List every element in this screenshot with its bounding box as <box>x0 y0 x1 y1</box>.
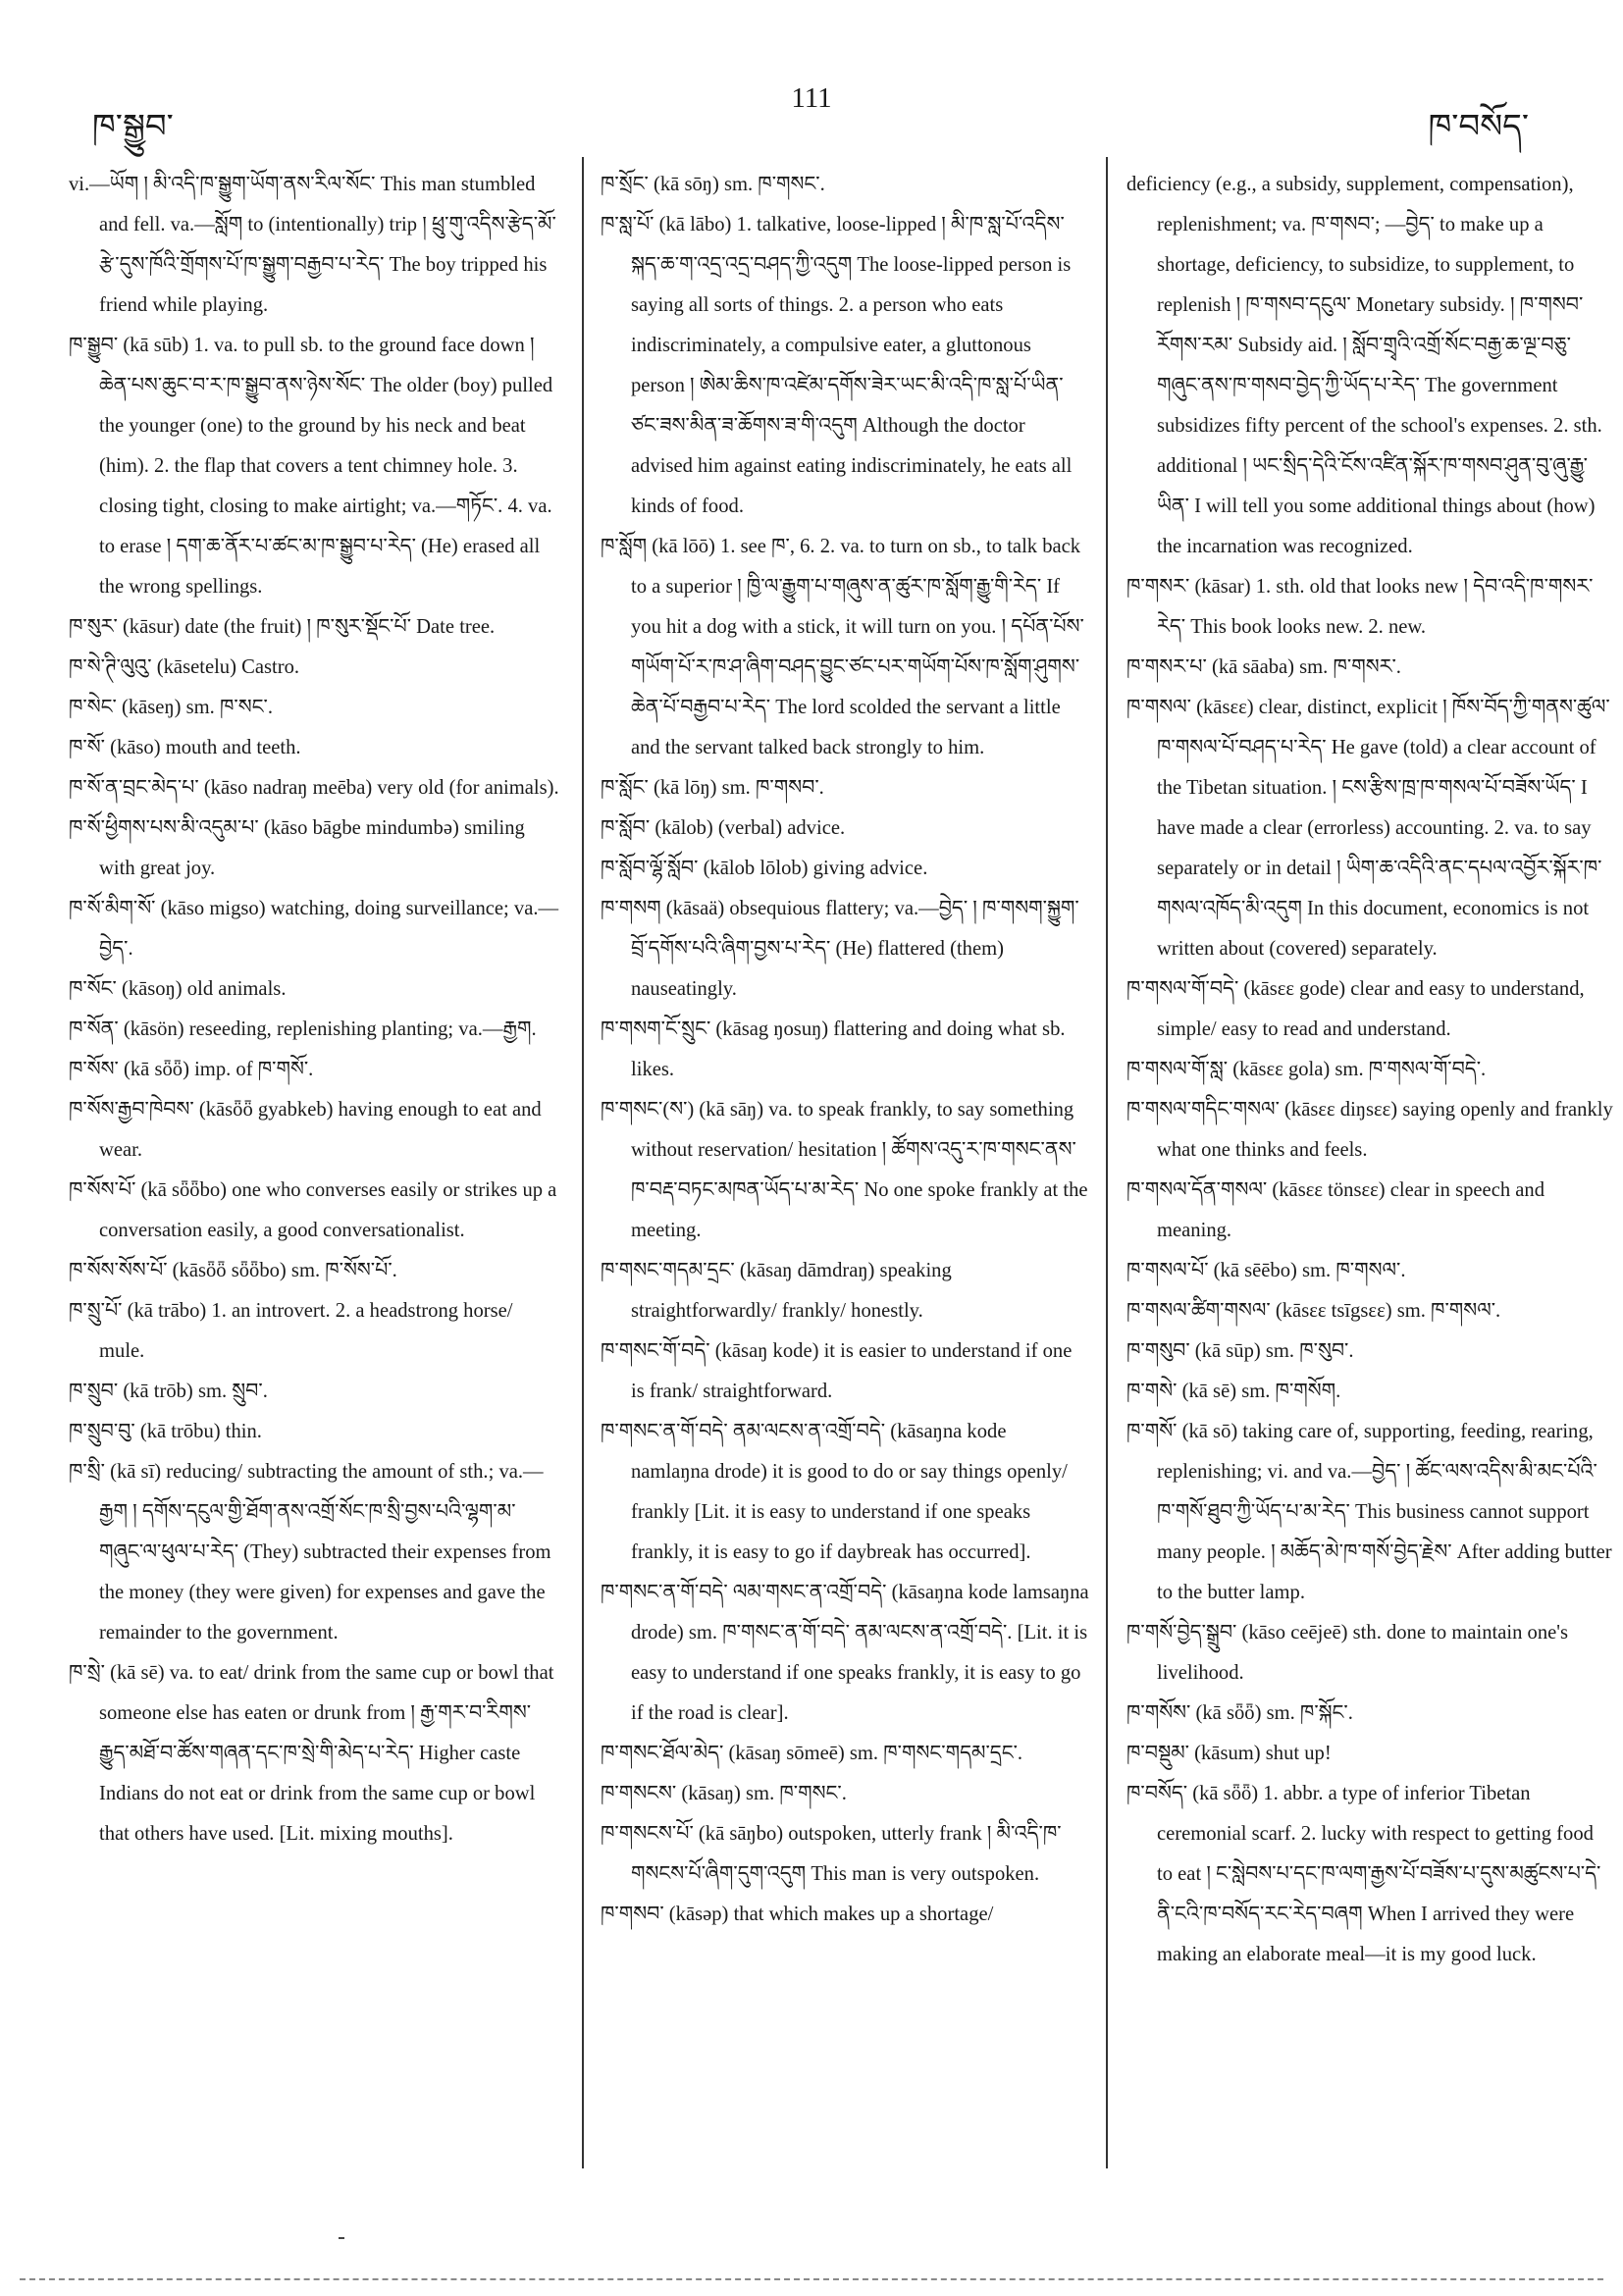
dictionary-entry: ཁ་སྲི་ (kā sī) reducing/ subtracting the amount of sth.; va.—རྒྱག ། དགོས་དངུལ་གྱི་ཐོག་ནས་འགྲོ་སོང་ཁ་སྲི་བྱས་པའི་ལྷག་མ་གཞུང་ལ་ཕུལ་པ་རེད་ (They) subtracted their expenses from the money (they were given) for expenses and gave the remainder to the government. <box>69 1461 551 1644</box>
dictionary-entry: ཁ་སློང་ (kā lōŋ) sm. ཁ་གསབ་. <box>601 777 824 799</box>
dictionary-entry: ཁ་གསལ་པོ་ (kā sēēbo) sm. ཁ་གསལ་. <box>1126 1260 1406 1281</box>
dictionary-entry: vi.—ཡོག ། མི་འདི་ཁ་སྒྱུག་ཡོག་ནས་རིལ་སོང་ This man stumbled and fell. va.—སློག to (intentionally) trip ། ཕྲུ་གུ་འདིས་རྩེད་མོ་རྩེ་དུས་ཁོའི་གྲོགས་པོ་ཁ་སྒྱུག་བརྒྱབ་པ་རེད་ The boy tripped his friend while playing. <box>69 174 556 316</box>
dictionary-entry: ཁ་སེང་ (kāseŋ) sm. ཁ་སང་. <box>69 697 273 718</box>
dictionary-entry: ཁ་སྲུབ་བུ་ (kā trōbu) thin. <box>69 1421 262 1442</box>
dictionary-entry: ཁ་གསར་ (kāsar) 1. sth. old that looks new ། དེབ་འདི་ཁ་གསར་རེད་ This book looks new. 2. new. <box>1126 576 1594 638</box>
dictionary-entry: ཁ་སུར་ (kāsur) date (the fruit) ། ཁ་སུར་སྡོང་པོ་ Date tree. <box>69 616 496 638</box>
dictionary-entry: ཁ་གསག་ངོ་སྲུང་ (kāsag ŋosuŋ) flattering and doing what sb. likes. <box>601 1018 1066 1080</box>
dictionary-entry: ཁ་གསོས་ (kā sȫȫ) sm. ཁ་སྐོང་. <box>1126 1702 1353 1724</box>
dictionary-entry: ཁ་གསང་གོ་བདེ་ (kāsaŋ kode) it is easier to understand if one is frank/ straightforward. <box>601 1340 1073 1402</box>
dictionary-entry: ཁ་གསལ་གདིང་གསལ་ (kāsεε diŋsεε) saying openly and frankly what one thinks and feels. <box>1126 1099 1613 1161</box>
dictionary-entry: ཁ་སོ་ཕྱིགས་པས་མི་འདུམ་པ་ (kāso bāgbe mindumbə) smiling with great joy. <box>69 817 525 879</box>
page-number: 111 <box>791 82 832 114</box>
dictionary-entry: ཁ་གསར་པ་ (kā sāaba) sm. ཁ་གསར་. <box>1126 656 1401 678</box>
column-divider <box>1106 157 1108 2168</box>
dictionary-entry: ཁ་སོས་རྒྱབ་ཁེབས་ (kāsȫȫ gyabkeb) having enough to eat and wear. <box>69 1099 542 1161</box>
dictionary-entry: ཁ་གསལ་ཚིག་གསལ་ (kāsεε tsīgsεε) sm. ཁ་གསལ་. <box>1126 1300 1501 1322</box>
dictionary-entry: ཁ་གསག (kāsaä) obsequious flattery; va.—བྱེད་ ། ཁ་གསག་སྐྱུག་བྲོ་དགོས་པའི་ཞིག་བྱས་པ་རེད་ (He) flattered (them) nauseatingly. <box>601 898 1079 1000</box>
dictionary-entry: ཁ་སྲོང་ (kā sōŋ) sm. ཁ་གསང་. <box>601 174 825 195</box>
page-mark <box>339 2237 344 2239</box>
dictionary-entry: ཁ་གསོ་བྱེད་སྒྲུབ་ (kāso ceējeē) sth. done to maintain one's livelihood. <box>1126 1622 1569 1684</box>
dictionary-entry: ཁ་སྲུབ་ (kā trōb) sm. སྲུབ་. <box>69 1381 268 1402</box>
dictionary-entry: ཁ་སོ་ (kāso) mouth and teeth. <box>69 737 301 758</box>
left-guide-word: ཁ་སྒྱུབ་ <box>92 109 174 145</box>
dictionary-entry: ཁ་བསྡུམ་ (kāsum) shut up! <box>1126 1743 1332 1764</box>
dictionary-entry: ཁ་གསངས་ (kāsaŋ) sm. ཁ་གསང་. <box>601 1783 847 1804</box>
right-guide-word: ཁ་བསོད་ <box>1428 109 1529 145</box>
dictionary-entry: ཁ་སློག (kā lōō) 1. see ཁ་, 6. 2. va. to turn on sb., to talk back to a superior ། ཁྱི་ལ་རྒྱུག་པ་གཞུས་ན་ཚུར་ཁ་སློག་རྒྱུ་གི་རེད་ If you hit a dog with a stick, it will turn on you. ། དཔོན་པོས་གཡོག་པོ་ར་ཁ་ཤ་ཞིག་བཤད་བྱུང་ཙང་པར་གཡོག་པོས་ཁ་སློག་ཤུགས་ཆེན་པོ་བརྒྱབ་པ་རེད་ The lord scolded the servant a little and the servant talked back strongly to him. <box>601 536 1084 758</box>
dictionary-entry: ཁ་གསལ་གོ་སླ་ (kāsεε gola) sm. ཁ་གསལ་གོ་བདེ་. <box>1126 1059 1487 1080</box>
dictionary-entry: ཁ་གསབ་ (kāsəp) that which makes up a shortage/ <box>601 1904 994 1925</box>
dictionary-entry: ཁ་སོས་པོ་ (kā sȫȫbo) one who converses easily or strikes up a conversation easily, a good conversationalist. <box>69 1179 557 1241</box>
dictionary-entry: ཁ་གསལ་དོན་གསལ་ (kāsεε tönsεε) clear in speech and meaning. <box>1126 1179 1545 1241</box>
column-divider <box>582 157 584 2168</box>
dictionary-entry: ཁ་གསང་ཐོལ་མེད་ (kāsaŋ sōmeē) sm. ཁ་གསང་གདམ་དྲང་. <box>601 1743 1023 1764</box>
dictionary-entry: ཁ་གསུབ་ (kā sūp) sm. ཁ་སུབ་. <box>1126 1340 1354 1362</box>
page-header <box>0 80 1623 145</box>
dictionary-entry: ཁ་གསེ་ (kā sē) sm. ཁ་གསོག. <box>1126 1381 1341 1402</box>
dictionary-entry: ཁ་གསངས་པོ་ (kā sāŋbo) outspoken, utterly frank ། མི་འདི་ཁ་གསངས་པོ་ཞིག་དུག་འདུག This man is very outspoken. <box>601 1823 1062 1885</box>
dictionary-entry: ཁ་སོ་མིག་སོ་ (kāso migso) watching, doing surveillance; va.—བྱེད་. <box>69 898 559 960</box>
dictionary-entry: ཁ་སླ་པོ་ (kā lābo) 1. talkative, loose-lipped ། མི་ཁ་སླ་པོ་འདིས་སྐད་ཆ་ག་འདྲ་འདྲ་བཤད་ཀྱི་འདུག The loose-lipped person is saying all sorts of things. 2. a person who eats indiscriminately, a compulsive eater, a gluttonous person ། ཨེམ་ཆིས་ཁ་འཛེམ་དགོས་ཟེར་ཡང་མི་འདི་ཁ་སླ་པོ་ཡིན་ཙང་ཟས་མིན་ཟ་ཆོགས་ཟ་གི་འདུག Although the doctor advised him against eating indiscriminately, he eats all kinds of food. <box>601 214 1073 517</box>
column-middle <box>601 165 1089 1935</box>
dictionary-entry: ཁ་སོང་ (kāsoŋ) old animals. <box>69 978 287 1000</box>
dictionary-entry: ཁ་སོས་ (kā sȫȫ) imp. of ཁ་གསོ་. <box>69 1059 314 1080</box>
dictionary-entry: ཁ་སོ་ན་བྲང་མེད་པ་ (kāso nadraŋ meēba) very old (for animals). <box>69 777 559 799</box>
bottom-scan-edge <box>20 2278 1603 2280</box>
dictionary-entry: ཁ་སྒྱུབ་ (kā sūb) 1. va. to pull sb. to the ground face down ། ཆེན་པས་ཆུང་བ་ར་ཁ་སྒྱུབ་ནས་ཉེས་སོང་ The older (boy) pulled the younger (one) to the ground by his neck and beat (him). 2. the flap that covers a tent chimney hole. 3. closing tight, closing to make airtight; va.—གཏོང་. 4. va. to erase ། དག་ཆ་ནོར་པ་ཚང་མ་ཁ་སྒྱུབ་པ་རེད་ (He) erased all the wrong spellings. <box>69 335 553 598</box>
dictionary-entry: ཁ་སེ་ཊི་ལུའུ་ (kāsetelu) Castro. <box>69 656 300 678</box>
dictionary-entry: ཁ་གསང་ན་གོ་བདེ་ ལམ་གསང་ན་འགྲོ་བདེ་ (kāsaŋna kode lamsaŋna drode) sm. ཁ་གསང་ན་གོ་བདེ་ ནམ་ལངས་ན་འགྲོ་བདེ་. [Lit. it is easy to understand if one speaks frankly, it is easy to go if the road is clear]. <box>601 1582 1089 1724</box>
dictionary-entry: ཁ་སྲུ་པོ་ (kā trābo) 1. an introvert. 2. a headstrong horse/ mule. <box>69 1300 513 1362</box>
dictionary-entry: ཁ་སློབ་ལྷོ་སློབ་ (kālob lōlob) giving advice. <box>601 858 928 879</box>
dictionary-entry: ཁ་གསལ་གོ་བདེ་ (kāsεε gode) clear and easy to understand, simple/ easy to read and understand. <box>1126 978 1585 1040</box>
dictionary-entry: ཁ་གསོ་ (kā sō) taking care of, supporting, feeding, rearing, replenishing; vi. and va.—བྱེད་ ། ཚོང་ལས་འདིས་མི་མང་པོའི་ཁ་གསོ་ཐུབ་ཀྱི་ཡོད་པ་མ་རེད་ This business cannot support many people. ། མཆོད་མེ་ཁ་གསོ་བྱེད་རྗེས་ After adding butter to the butter lamp. <box>1126 1421 1612 1603</box>
dictionary-entry: ཁ་བསོད་ (kā sȫȫ) 1. abbr. a type of inferior Tibetan ceremonial scarf. 2. lucky with respect to getting food to eat ། ང་སླེབས་པ་དང་ཁ་ལག་རྒྱས་པོ་བཟོས་པ་དུས་མཚུངས་པ་དེ་ནི་ངའི་ཁ་བསོད་རང་རེད་བཞག When I arrived they were making an elaborate meal—it is my good luck. <box>1126 1783 1601 1965</box>
dictionary-entry: ཁ་གསང་ན་གོ་བདེ་ ནམ་ལངས་ན་འགྲོ་བདེ་ (kāsaŋna kode namlaŋna drode) it is good to do or say things openly/ frankly [Lit. it is easy to understand if one speaks frankly, it is easy to go if daybreak has occurred]. <box>601 1421 1068 1563</box>
dictionary-entry: ཁ་གསལ་ (kāsεε) clear, distinct, explicit ། ཁོས་བོད་ཀྱི་གནས་ཚུལ་ཁ་གསལ་པོ་བཤད་པ་རེད་ He gave (told) a clear account of the Tibetan situation. ། ངས་རྩིས་ཁྲ་ཁ་གསལ་པོ་བཟོས་ཡོད་ I have made a clear (errorless) accounting. 2. va. to say separately or in detail ། ཡིག་ཆ་འདིའི་ནང་དཔལ་འབྱོར་སྐོར་ཁ་གསལ་འཁོད་མི་འདུག In this document, economics is not written about (covered) separately. <box>1126 697 1610 960</box>
dictionary-entry: ཁ་སོན་ (kāsön) reseeding, replenishing planting; va.—རྒྱག. <box>69 1018 537 1040</box>
dictionary-entry: ཁ་སྲེ་ (kā sē) va. to eat/ drink from the same cup or bowl that someone else has eaten or drunk from ། རྒྱ་གར་བ་རིགས་རྒྱུད་མཐོ་བ་ཚོས་གཞན་དང་ཁ་སྲེ་གི་མེད་པ་རེད་ Higher caste Indians do not eat or drink from the same cup or bowl that others have used. [Lit. mixing mouths]. <box>69 1662 554 1845</box>
dictionary-entry: ཁ་གསང་(ས་) (kā sāŋ) va. to speak frankly, to say something without reservation/ hesitation ། ཚོགས་འདུ་ར་ཁ་གསང་ནས་ཁ་བརྡ་བཏང་མཁན་ཡོད་པ་མ་རེད་ No one spoke frankly at the meeting. <box>601 1099 1088 1241</box>
column-left <box>69 165 559 1854</box>
dictionary-entry: ཁ་གསང་གདམ་དྲང་ (kāsaŋ dāmdraŋ) speaking straightforwardly/ frankly/ honestly. <box>601 1260 952 1322</box>
dictionary-entry: deficiency (e.g., a subsidy, supplement, compensation), replenishment; va. ཁ་གསབ་; —བྱེད་ to make up a shortage, deficiency, to subsidize, to supplement, to replenish ། ཁ་གསབ་དངུལ་ Monetary subsidy. ། ཁ་གསབ་རོགས་རམ་ Subsidy aid. ། སློབ་གྲྭའི་འགྲོ་སོང་བརྒྱ་ཆ་ལྔ་བཅུ་གཞུང་ནས་ཁ་གསབ་བྱེད་ཀྱི་ཡོད་པ་རེད་ The government subsidizes fifty percent of the school's expenses. 2. sth. additional ། ཡང་སྲིད་དེའི་ངོས་འཛིན་སྐོར་ཁ་གསབ་ཤུན་བུ་ཞུ་རྒྱུ་ཡིན་ I will tell you some additional things about (how) the incarnation was recognized. <box>1126 174 1602 557</box>
column-right <box>1126 165 1613 1975</box>
dictionary-entry: ཁ་སོས་སོས་པོ་ (kāsȫȫ sȫȫbo) sm. ཁ་སོས་པོ་. <box>69 1260 397 1281</box>
dictionary-entry: ཁ་སློབ་ (kālob) (verbal) advice. <box>601 817 846 839</box>
